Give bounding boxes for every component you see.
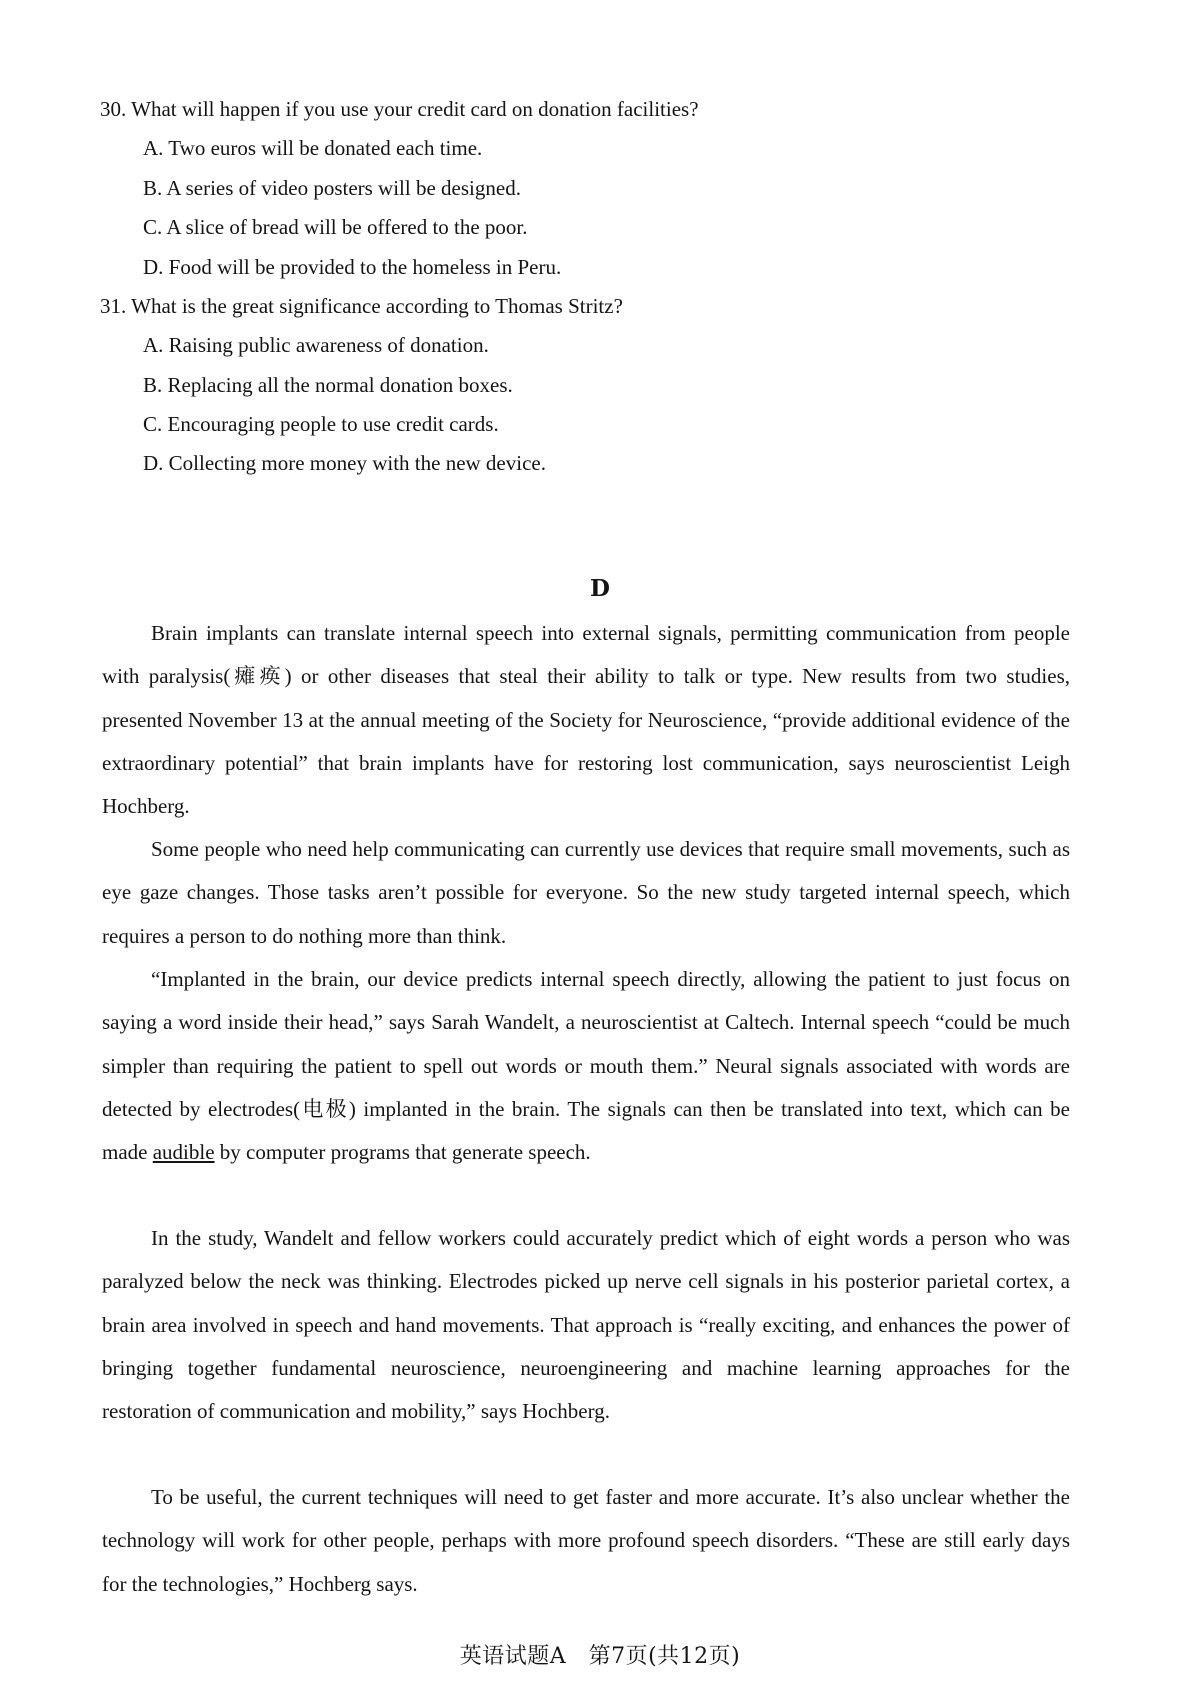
question-31-stem: 31. What is the great significance according to Thomas Stritz? — [100, 294, 623, 318]
question-31-option-d: D. Collecting more money with the new device. — [143, 451, 546, 475]
underlined-word-audible: audible — [152, 1140, 215, 1165]
section-title: D — [590, 575, 610, 602]
question-31-option-a: A. Raising public awareness of donation. — [143, 333, 489, 357]
passage-paragraph-5: To be useful, the current techniques will need to get faster and more accurate. It’s also unclear whether the technology will work for other people, perhaps with more profound speech disorders. “These are still early days for the technologies,” Hochberg says. — [102, 1485, 1070, 1596]
question-30-option-c: C. A slice of bread will be offered to the poor. — [143, 215, 528, 239]
question-30-option-a: A. Two euros will be donated each time. — [143, 136, 483, 160]
passage-paragraph-3 — [102, 958, 1070, 1174]
question-31-option-b: B. Replacing all the normal donation boxes. — [143, 373, 513, 397]
question-30-option-b: B. A series of video posters will be designed. — [143, 176, 521, 200]
passage-paragraph-2: Some people who need help communicating can currently use devices that require small movements, such as eye gaze changes. Those tasks aren’t possible for everyone. So the new study targeted internal speech, which requires a person to do nothing more than think. — [102, 837, 1070, 948]
passage-paragraph-3-text-start: “Implanted in the brain, our device predicts internal speech directly, allowing the patient to just focus on saying a word inside their head,” says Sarah Wandelt, a neuroscientist at Caltech. Internal speech “could be much simpler than requiring the patient to spell out words or mouth them.” Neural signals associated with words are detected by electrodes(电极) implanted in the brain. The signals can then be translated into text, which can be made — [102, 967, 1070, 1165]
passage-paragraph-4: In the study, Wandelt and fellow workers could accurately predict which of eight words a person who was paralyzed below the neck was thinking. Electrodes picked up nerve cell signals in his posterior parietal cortex, a brain area involved in speech and hand movements. That approach is “really exciting, and enhances the power of bringing together fundamental neuroscience, neuroengineering and machine learning approaches for the restoration of communication and mobility,” says Hochberg. — [102, 1226, 1070, 1424]
question-30-stem: 30. What will happen if you use your credit card on donation facilities? — [100, 97, 699, 121]
page-footer: 英语试题A 第7页(共12页) — [459, 1644, 741, 1669]
question-30-option-d: D. Food will be provided to the homeless in Peru. — [143, 255, 562, 279]
passage-paragraph-1: Brain implants can translate internal speech into external signals, permitting communication from people with paralysis(瘫痪) or other diseases that steal their ability to talk or type. New results from two studies, presented November 13 at the annual meeting of the Society for Neuroscience, “provide additional evidence of the extraordinary potential” that brain implants have for restoring lost communication, says neuroscientist Leigh Hochberg. — [102, 621, 1070, 819]
question-31-option-c: C. Encouraging people to use credit cards. — [143, 412, 499, 436]
passage-paragraph-3-text-end: by computer programs that generate speech. — [214, 1140, 591, 1165]
